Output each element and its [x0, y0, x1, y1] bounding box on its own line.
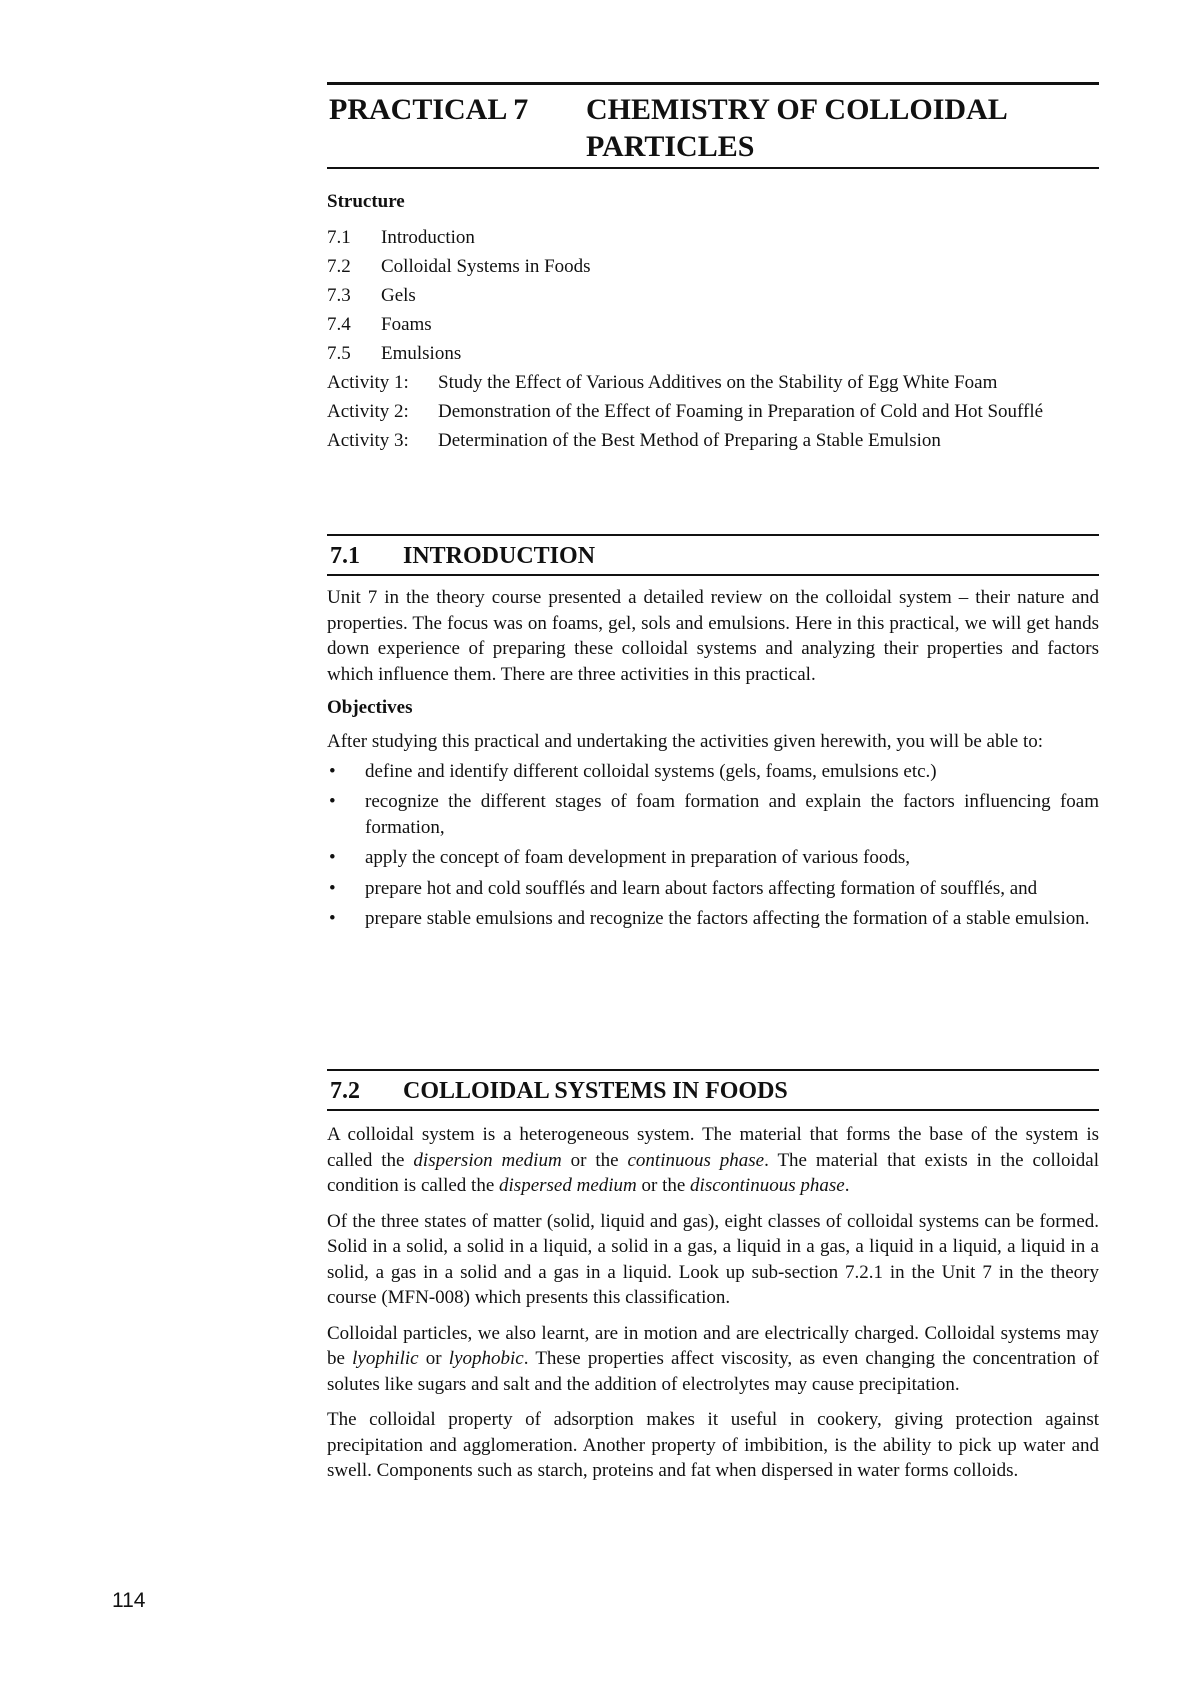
- activity-label: Activity 2:: [327, 401, 409, 422]
- section-heading-colloidal-systems: [327, 1069, 1099, 1111]
- activity-label: Activity 3:: [327, 430, 409, 451]
- term-continuous-phase: continuous phase: [627, 1149, 765, 1171]
- structure-item-text: Foams: [381, 314, 432, 335]
- structure-activity: [327, 399, 1099, 424]
- structure-item-text: Colloidal Systems in Foods: [381, 256, 591, 277]
- objective-text: recognize the different stages of foam formation and explain the factors influencing foam formation,: [365, 791, 1099, 838]
- term-lyophobic: lyophobic: [448, 1348, 524, 1369]
- structure-item-num: 7.1: [327, 227, 351, 248]
- bullet: •: [329, 791, 336, 812]
- activity-text: Determination of the Best Method of Preparing a Stable Emulsion: [438, 430, 941, 451]
- section-heading-introduction: [327, 534, 1099, 576]
- page-number: 114: [112, 1589, 146, 1612]
- objectives-list: [327, 759, 1099, 932]
- term-lyophilic: lyophilic: [352, 1348, 419, 1369]
- text-run: Colloidal particles, we also learnt, are in motion and are electrically charged. Colloidal systems may be: [327, 1322, 1099, 1369]
- objective-text: apply the concept of foam development in preparation of various foods,: [365, 847, 911, 868]
- text-run: or the: [636, 1175, 691, 1196]
- term-discontinuous-phase: discontinuous phase: [690, 1175, 845, 1196]
- text-run: . The material that exists in the colloidal condition is called the: [327, 1149, 1099, 1196]
- paragraph-4: The colloidal property of adsorption makes it useful in cookery, giving protection against precipitation and agglomeration. Another property of imbibition, is the ability to pick up water and swell. Components such as starch, proteins and fat when dispersed in water forms colloids.: [327, 1409, 1099, 1481]
- structure-item-text: Introduction: [381, 227, 475, 248]
- structure-activity: [327, 428, 1099, 453]
- colloidal-systems-body: [327, 1122, 1099, 1484]
- paragraph-2: Of the three states of matter (solid, liquid and gas), eight classes of colloidal systems can be formed. Solid in a solid, a solid in a liquid, a solid in a gas, a liquid in a gas, a liquid in a liquid, a liquid in a solid, a gas in a solid and a gas in a liquid. Look up sub-section 7.2.1 in the Unit 7 in the theory course (MFN-008) which presents this classification.: [327, 1210, 1099, 1308]
- introduction-body: [327, 585, 1099, 937]
- structure-heading: Structure: [327, 191, 405, 212]
- structure-activity: [327, 370, 1099, 395]
- section-title-text: COLLOIDAL SYSTEMS IN FOODS: [403, 1078, 788, 1104]
- title-label: PRACTICAL 7: [329, 93, 529, 126]
- structure-block: [327, 191, 1099, 457]
- section-bottom-rule: [327, 1109, 1099, 1111]
- term-dispersed-medium: dispersed medium: [499, 1175, 637, 1196]
- structure-item-num: 7.3: [327, 285, 351, 306]
- list-item: [327, 845, 1099, 871]
- objective-text: prepare stable emulsions and recognize the factors affecting the formation of a stable emulsion.: [365, 908, 1090, 929]
- title-text: CHEMISTRY OF COLLOIDAL PARTICLES: [586, 93, 1007, 163]
- structure-item: [327, 225, 1099, 250]
- list-item: [327, 906, 1099, 932]
- section-number: 7.1: [330, 543, 360, 569]
- structure-item-text: Emulsions: [381, 343, 462, 364]
- list-item: [327, 789, 1099, 840]
- structure-item-num: 7.4: [327, 314, 351, 335]
- text-run: . These properties affect viscosity, as even changing the concentration of solutes like sugars and salt and the addition of electrolytes may cause precipitation.: [327, 1348, 1100, 1395]
- title-bottom-rule: [327, 167, 1099, 169]
- section-title: [327, 536, 1099, 574]
- bullet: •: [329, 908, 336, 929]
- bullet: •: [329, 847, 336, 868]
- section-bottom-rule: [327, 574, 1099, 576]
- activity-text: Demonstration of the Effect of Foaming in Preparation of Cold and Hot Soufflé: [438, 401, 1044, 422]
- structure-item: [327, 341, 1099, 366]
- objective-text: define and identify different colloidal systems (gels, foams, emulsions etc.): [365, 760, 937, 782]
- structure-item: [327, 312, 1099, 337]
- introduction-paragraph: Unit 7 in the theory course presented a detailed review on the colloidal system – their nature and properties. The focus was on foams, gel, sols and emulsions. Here in this practical, we will get hands down experience of preparing these colloidal systems and analyzing their properties and factors which influence them. There are three activities in this practical.: [327, 587, 1099, 685]
- title-block: [327, 82, 1099, 169]
- activity-text: Study the Effect of Various Additives on the Stability of Egg White Foam: [438, 372, 998, 393]
- objective-text: prepare hot and cold soufflés and learn about factors affecting formation of soufflés, and: [365, 877, 1038, 899]
- list-item: [327, 876, 1099, 902]
- paragraph-3: [327, 1321, 1099, 1398]
- structure-item: [327, 254, 1099, 279]
- structure-list: [327, 225, 1099, 453]
- list-item: [327, 759, 1099, 785]
- structure-item: [327, 283, 1099, 308]
- page-title: [327, 85, 1099, 167]
- objectives-heading: Objectives: [327, 697, 413, 718]
- text-run: or the: [561, 1149, 628, 1171]
- text-run: A colloidal system is a heterogeneous system. The material that forms the base of the system is called the: [327, 1124, 1099, 1171]
- text-run: or: [418, 1348, 449, 1369]
- term-dispersion-medium: dispersion medium: [413, 1149, 562, 1171]
- bullet: •: [329, 877, 336, 899]
- section-title: [327, 1071, 1099, 1109]
- structure-item-num: 7.2: [327, 256, 351, 277]
- text-run: .: [844, 1175, 850, 1196]
- objectives-intro: After studying this practical and undertaking the activities given herewith, you will be able to:: [327, 731, 1043, 752]
- activity-label: Activity 1:: [327, 372, 409, 393]
- structure-item-num: 7.5: [327, 343, 351, 364]
- paragraph-1: [327, 1122, 1099, 1199]
- bullet: •: [329, 760, 336, 782]
- section-title-text: INTRODUCTION: [403, 543, 596, 569]
- section-number: 7.2: [330, 1078, 360, 1104]
- structure-item-text: Gels: [381, 285, 416, 306]
